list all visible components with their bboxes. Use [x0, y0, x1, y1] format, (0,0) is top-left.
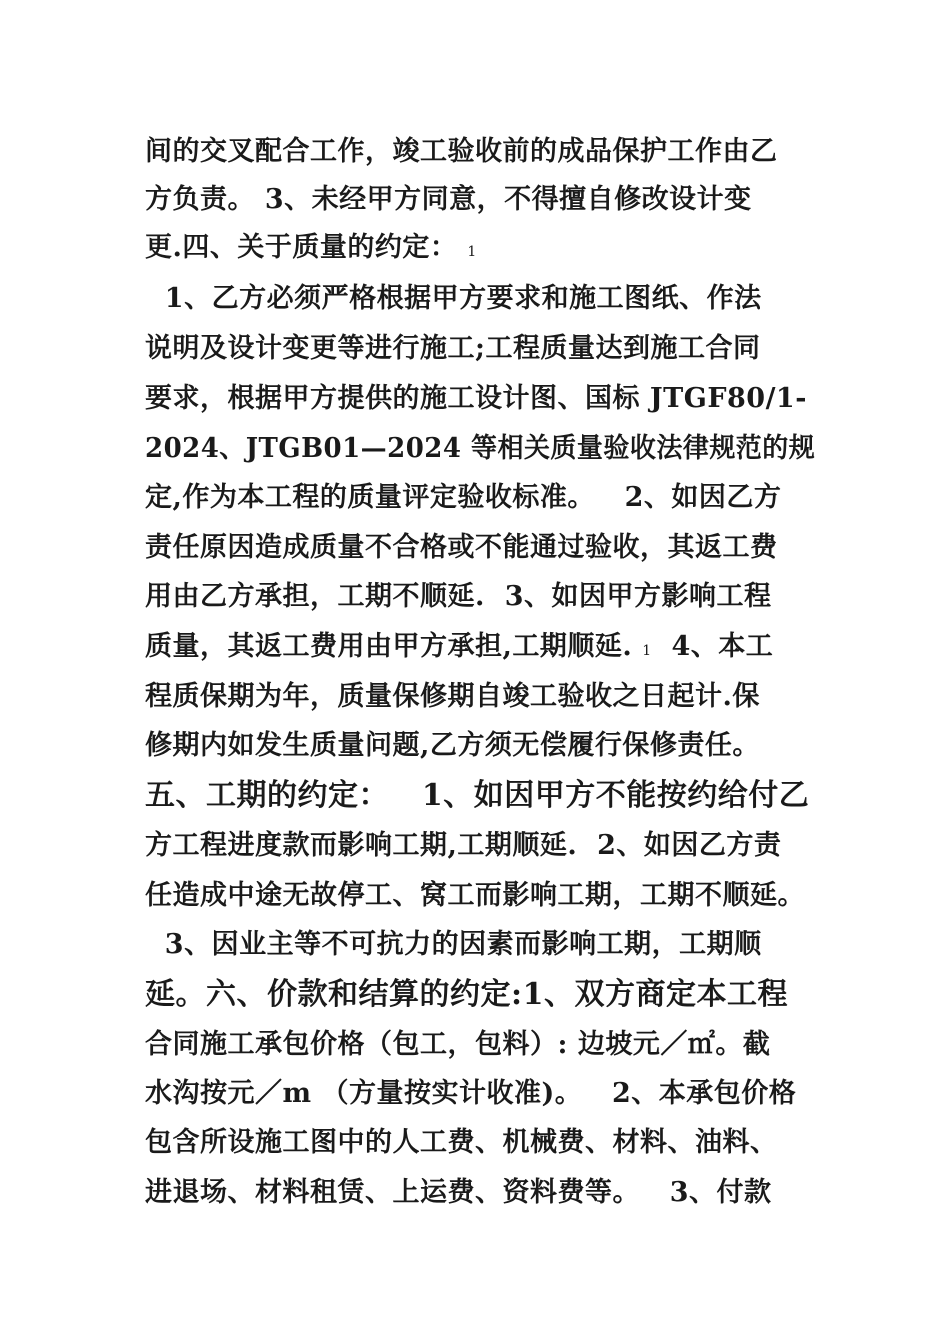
- line-text: 说明及设计变更等进行施工;工程质量达到施工合同: [145, 333, 761, 364]
- text-line: [145, 1069, 815, 1119]
- footnote-mark: 1: [467, 244, 477, 260]
- text-line: [145, 274, 815, 324]
- line-text: 用由乙方承担，工期不顺延. 3、如因甲方影响工程: [145, 581, 772, 612]
- line-text: 要求，根据甲方提供的施工设计图、国标 JTGF80/1-: [145, 383, 807, 414]
- text-line: [145, 871, 815, 921]
- line-text-tail: 4、本工: [651, 631, 774, 662]
- line-text: 延。六、价款和结算的约定:1、双方商定本工程: [145, 977, 788, 1012]
- line-text: 定,作为本工程的质量评定验收标准。 2、如因乙方: [145, 482, 782, 513]
- text-line: [145, 1118, 815, 1168]
- line-text: 间的交叉配合工作，竣工验收前的成品保护工作由乙: [145, 136, 778, 167]
- text-line: [145, 1168, 815, 1218]
- line-text: 修期内如发生质量问题,乙方须无偿履行保修责任。: [145, 730, 760, 761]
- text-line: [145, 523, 815, 573]
- text-line: [145, 572, 815, 622]
- line-text: 责任原因造成质量不合格或不能通过验收，其返工费: [145, 532, 778, 563]
- text-line: [145, 473, 815, 523]
- line-text: 程质保期为年，质量保修期自竣工验收之日起计.保: [145, 681, 760, 712]
- text-line: [145, 1020, 815, 1070]
- text-line: [145, 622, 815, 672]
- text-line: [145, 127, 815, 177]
- text-line: [145, 324, 815, 374]
- text-line: [145, 223, 815, 273]
- line-text: 任造成中途无故停工、窝工而影响工期，工期不顺延。: [145, 880, 805, 911]
- text-line: [145, 374, 815, 424]
- line-text: 五、工期的约定： 1、如因甲方不能按约给付乙: [145, 778, 810, 813]
- text-line: [145, 424, 816, 474]
- line-text: 3、因业主等不可抗力的因素而影响工期，工期顺: [145, 929, 762, 960]
- line-text: 更.四、关于质量的约定：: [145, 232, 458, 263]
- line-text: 2024、JTGB01—2024 等相关质量验收法律规范的规: [145, 433, 816, 464]
- line-text: 水沟按元／m （方量按实计收准)。 2、本承包价格: [145, 1078, 797, 1109]
- footnote-mark: 1: [642, 643, 652, 659]
- line-text: 1、乙方必须严格根据甲方要求和施工图纸、作法: [145, 283, 762, 314]
- text-line: [145, 821, 815, 871]
- line-text: 包含所设施工图中的人工费、机械费、材料、油料、: [145, 1127, 778, 1158]
- line-text: 合同施工承包价格（包工，包料）: 边坡元／㎡。截: [145, 1029, 771, 1060]
- text-line: [145, 175, 815, 225]
- line-text: 进退场、材料租赁、上运费、资料费等。 3、付款: [145, 1177, 772, 1208]
- line-text: 质量，其返工费用由甲方承担,工期顺延.: [145, 631, 633, 662]
- section-heading-line: [145, 970, 815, 1020]
- section-heading-line: [145, 771, 815, 821]
- text-line: [145, 920, 815, 970]
- text-line: [145, 672, 815, 722]
- line-text: 方工程进度款而影响工期,工期顺延. 2、如因乙方责: [145, 830, 782, 861]
- text-line: [145, 721, 815, 771]
- line-text: 方负责。 3、未经甲方同意，不得擅自修改设计变: [145, 184, 752, 215]
